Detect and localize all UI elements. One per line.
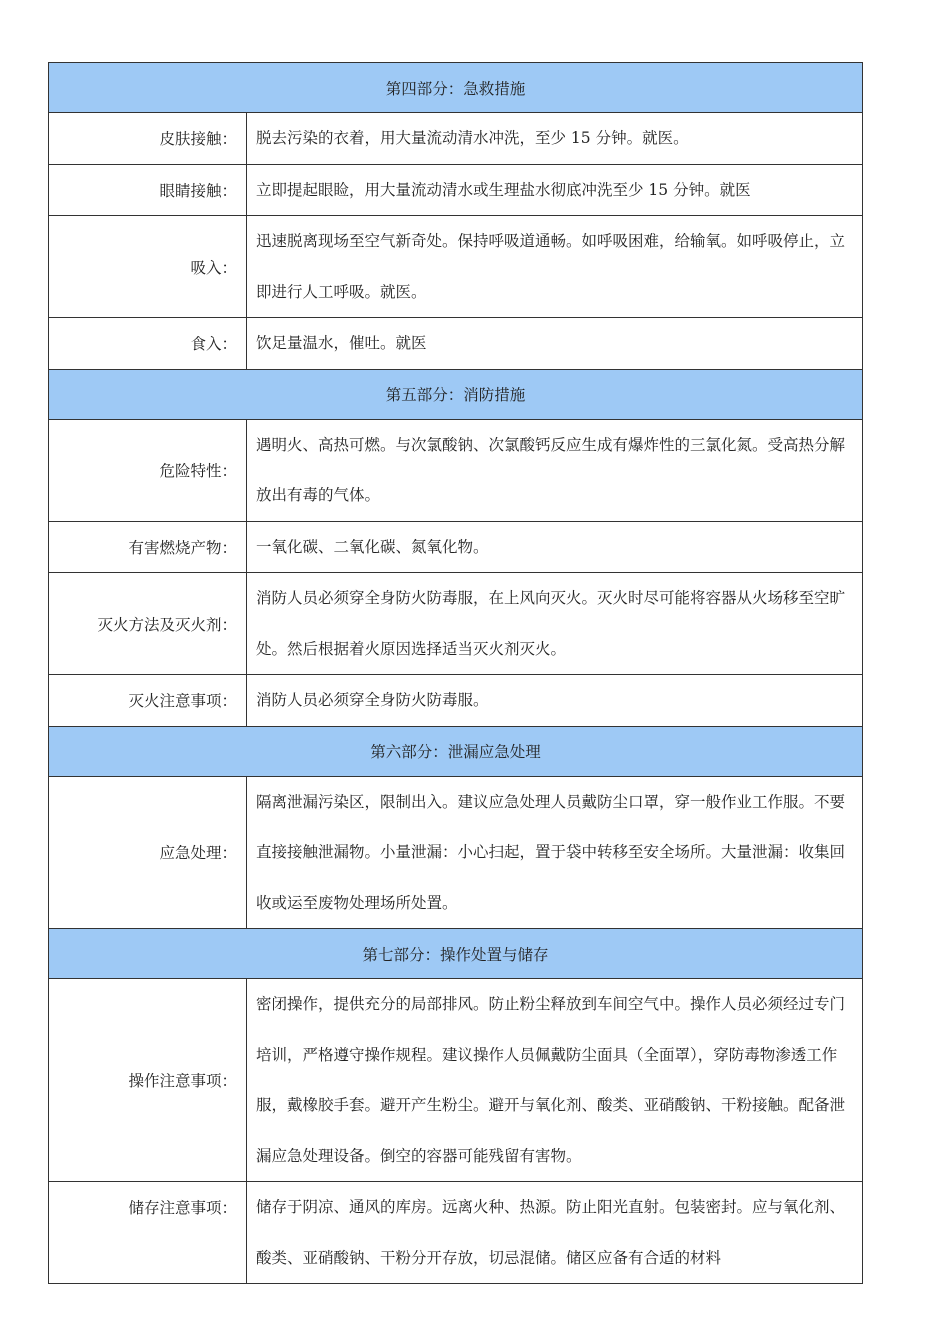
- section-title: 第五部分：消防措施: [49, 369, 863, 419]
- table-row: [49, 573, 863, 675]
- table-row: [49, 979, 863, 1182]
- row-label: 应急处理：: [49, 776, 247, 929]
- row-label: 食入：: [49, 318, 247, 370]
- row-value: 迅速脱离现场至空气新奇处。保持呼吸道通畅。如呼吸困难，给输氧。如呼吸停止，立即进行人工呼吸。就医。: [247, 216, 863, 318]
- table-row: [49, 675, 863, 727]
- row-value: 脱去污染的衣着，用大量流动清水冲洗，至少 15 分钟。就医。: [247, 113, 863, 165]
- row-value: 遇明火、高热可燃。与次氯酸钠、次氯酸钙反应生成有爆炸性的三氯化氮。受高热分解放出有毒的气体。: [247, 419, 863, 521]
- row-value: 消防人员必须穿全身防火防毒服，在上风向灭火。灭火时尽可能将容器从火场移至空旷处。然后根据着火原因选择适当灭火剂灭火。: [247, 573, 863, 675]
- row-label: 操作注意事项：: [49, 979, 247, 1182]
- row-label: 皮肤接触：: [49, 113, 247, 165]
- section-header-row: [49, 726, 863, 776]
- row-value: 储存于阴凉、通风的库房。远离火种、热源。防止阳光直射。包装密封。应与氧化剂、酸类、亚硝酸钠、干粉分开存放，切忌混储。储区应备有合适的材料: [247, 1182, 863, 1284]
- row-label: 吸入：: [49, 216, 247, 318]
- section-header-row: [49, 369, 863, 419]
- row-label: 灭火注意事项：: [49, 675, 247, 727]
- section-header-row: [49, 929, 863, 979]
- table-row: [49, 521, 863, 573]
- section-title: 第六部分：泄漏应急处理: [49, 726, 863, 776]
- section-title: 第七部分：操作处置与储存: [49, 929, 863, 979]
- safety-data-table: [48, 62, 863, 1284]
- table-row: [49, 113, 863, 165]
- section-title: 第四部分：急救措施: [49, 63, 863, 113]
- row-label: 灭火方法及灭火剂：: [49, 573, 247, 675]
- table-row: [49, 1182, 863, 1284]
- row-value: 一氧化碳、二氧化碳、氮氧化物。: [247, 521, 863, 573]
- table-row: [49, 776, 863, 929]
- row-label: 眼睛接触：: [49, 164, 247, 216]
- table-row: [49, 164, 863, 216]
- table-row: [49, 216, 863, 318]
- row-value: 立即提起眼睑，用大量流动清水或生理盐水彻底冲洗至少 15 分钟。就医: [247, 164, 863, 216]
- table-row: [49, 419, 863, 521]
- row-label: 有害燃烧产物：: [49, 521, 247, 573]
- row-value: 饮足量温水，催吐。就医: [247, 318, 863, 370]
- row-value: 密闭操作，提供充分的局部排风。防止粉尘释放到车间空气中。操作人员必须经过专门培训，严格遵守操作规程。建议操作人员佩戴防尘面具（全面罩），穿防毒物渗透工作服，戴橡胶手套。避开产生粉尘。避开与氧化剂、酸类、亚硝酸钠、干粉接触。配备泄漏应急处理设备。倒空的容器可能残留有害物。: [247, 979, 863, 1182]
- row-label: 危险特性：: [49, 419, 247, 521]
- row-value: 消防人员必须穿全身防火防毒服。: [247, 675, 863, 727]
- section-header-row: [49, 63, 863, 113]
- row-label: 储存注意事项：: [49, 1182, 247, 1284]
- table-row: [49, 318, 863, 370]
- row-value: 隔离泄漏污染区，限制出入。建议应急处理人员戴防尘口罩，穿一般作业工作服。不要直接接触泄漏物。小量泄漏：小心扫起，置于袋中转移至安全场所。大量泄漏：收集回收或运至废物处理场所处置。: [247, 776, 863, 929]
